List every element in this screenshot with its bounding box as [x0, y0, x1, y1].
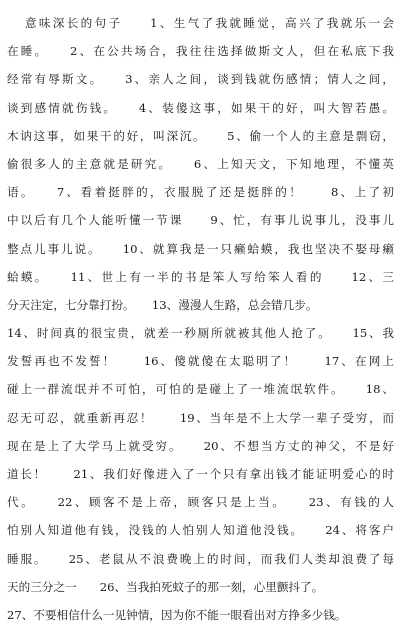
- text-line: 忍无可忍，就重新再忍！ 19、当年是不上大学一辈子受穷，而: [7, 410, 394, 425]
- text-line: 木讷这事，如果干的好，叫深沉。 5、偷一个人的主意是剽窃，: [7, 128, 394, 143]
- text-line: 经常有辱斯文。 3、亲人之间，谈到钱就伤感情；情人之间，: [7, 72, 394, 87]
- text-line: 意味深长的句子 1、生气了我就睡觉，高兴了我就乐一会: [25, 16, 394, 30]
- text-line: 语。 7、看着挺胖的，衣服脱了还是挺胖的！ 8、上了初: [7, 185, 394, 200]
- text-line: 道长！ 21、我们好像进入了一个只有拿出钱才能证明爱心的时: [7, 467, 394, 481]
- text-line: 谈到感情就伤钱。 4、装傻这事，如果干的好，叫大智若愚。: [7, 100, 394, 115]
- text-line: 怕别人知道他有钱，没钱的人怕别人知道他没钱。 24、将客户: [7, 523, 394, 538]
- text-line: 发誓再也不发誓！ 16、傻就傻在太聪明了！ 17、在网上: [7, 354, 394, 369]
- text-line: 偷很多人的主意就是研究。 6、上知天文，下知地理，不懂英: [7, 156, 394, 171]
- text-line: 现在是上了大学马上就受穷。 20、不想当方丈的神父，不是好: [7, 438, 394, 453]
- text-line: 整点儿事儿说。 10、就算我是一只癞蛤蟆，我也坚决不娶母癞: [7, 241, 394, 256]
- text-line: 碰上一群流氓并不可怕，可怕的是碰上了一堆流氓软件。 18、: [7, 382, 394, 397]
- text-line: 睡服。 25、老鼠从不浪费晚上的时间，而我们人类却浪费了每: [7, 551, 394, 566]
- text-line: 分天注定，七分靠打扮。 13、漫漫人生路，总会错几步。: [7, 297, 318, 312]
- text-line: 蛤蟆。 11、世上有一半的书是笨人写给笨人看的 12、三: [7, 269, 394, 284]
- text-line: 在睡。 2、在公共场合，我往往选择做斯文人，但在私底下我: [7, 44, 394, 59]
- text-line: 14、时间真的很宝贵，就差一秒厕所就被其他人抢了。 15、我: [7, 326, 394, 341]
- text-line: 天的三分之一 26、当我拍死蚊子的那一刻，心里颤抖了。: [7, 579, 324, 594]
- text-line: 代。 22、顾客不是上帝，顾客只是上当。 23、有钱的人: [7, 495, 394, 510]
- text-line: 中以后有几个人能听懂一节课 9、忙，有事儿说事儿，没事儿: [7, 213, 394, 228]
- text-line: 27、不要相信什么一见钟情，因为你不能一眼看出对方挣多少钱。: [7, 607, 347, 622]
